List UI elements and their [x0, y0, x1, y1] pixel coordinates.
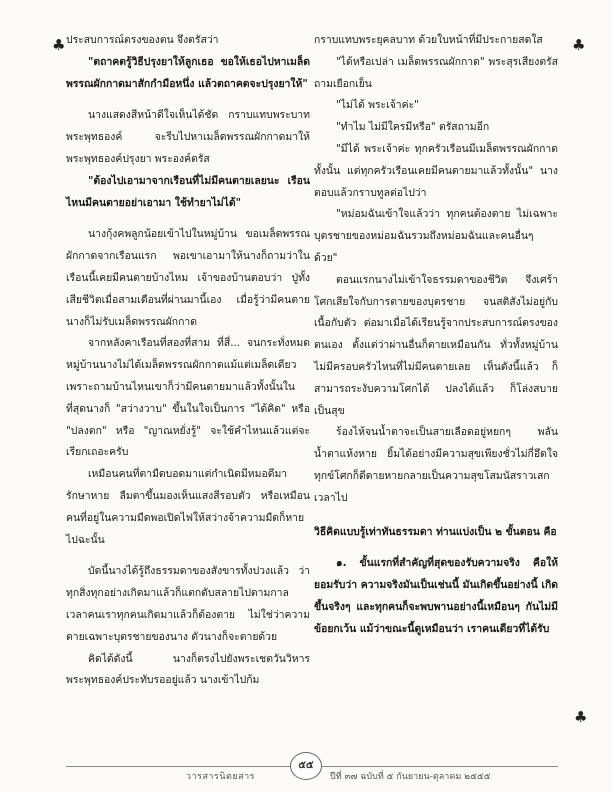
paragraph: นางแสดงสีหน้าดีใจเห็นได้ชัด กราบแทบพระบาทพระพุทธองค์ จะรีบไปหาเมล็ดพรรณผักกาดมาให้พระพุทธองค์ปรุงยา พระองค์ตรัส — [66, 109, 310, 165]
paragraph: เหมือนคนที่ตามืดบอดมาแต่กำเนิดมีหมอดีมารักษาหาย ลืมตาขึ้นมองเห็นแสงสีรอบตัว หรือเหมือนคนที่อยู่ในความมืดพอเปิดไฟให้สว่างจ้าความมืดก็หายไปฉะนั้น — [66, 468, 310, 546]
bottom-bullet-icon: ♣ — [574, 708, 588, 726]
paragraph-dialogue: "ได้หรือเปล่า เมล็ดพรรณผักกาด" พระสุรเสียงตรัสถามเยือกเย็น — [314, 55, 558, 90]
paragraph: กราบแทบพระยุคลบาท ด้วยใบหน้าที่มีประกายสดใส — [314, 34, 543, 46]
numbered-step: ๑. ขั้นแรกที่สำคัญที่สุดของรับความจริง คือให้ยอมรับว่า ความจริงมันเป็นเช่นนี้ มันเกิดขึ้นอย่างนี้ เกิดขึ้นจริงๆ และทุกคนก็จะพบพานอย่างนี้เหมือนๆ กันไม่มีข้อยกเว้น แม้ว่าขณะนี้ดูเหมือนว่า เราคนเดียวที่ได้รับ — [314, 557, 558, 635]
paragraph-dialogue: "ไม่ได้ พระเจ้าค่ะ" — [336, 99, 419, 112]
paragraph-dialogue: "หม่อมฉันเข้าใจแล้วว่า ทุกคนต้องตาย ไม่เฉพาะบุตรชายของหม่อมฉันรวมถึงหม่อมฉันและคนอื่นๆ ด้วย" — [314, 208, 558, 264]
paragraph: จากหลังคาเรือนที่สองที่สาม ที่สี่... จนกระทั่งหมดหมู่บ้านนางไม่ได้เมล็ดพรรณผักกาดแม้แต่เมล็ดเดียว เพราะถามบ้านไหนเขาก็ว่ามีคนตายมาแล้วทั้งนั้นในที่สุดนางก็ "สว่างวาบ" ขึ้นในใจเป็นการ "ได้คิด" หรือ "ปลงตก" หรือ "ญาณหยั่งรู้" จะใช้คำไหนแล้วแต่จะเรียกเถอะครับ — [66, 337, 310, 459]
left-bullet-icon: ♣ — [52, 36, 66, 54]
page-number-badge: ๕๕ — [290, 752, 322, 780]
footer-issue-info: ปีที่ ๓๗ ฉบับที่ ๕ กันยายน-ตุลาคม ๒๕๕๕ — [330, 772, 491, 782]
right-bullet-icon: ♣ — [572, 36, 586, 54]
paragraph-quote: "ตถาคตรู้วิธีปรุงยาให้ลูกเธอ ขอให้เธอไปหาเมล็ดพรรณผักกาดมาสักกำมือหนึ่ง แล้วตถาคตจะปรุงยาให้" — [66, 55, 310, 90]
section-heading: วิธีคิดแบบรู้เท่าทันธรรมดา ท่านแบ่งเป็น ๒ ขั้นตอน คือ — [314, 525, 557, 538]
paragraph: ประสบการณ์ตรงของตน จึงตรัสว่า — [66, 34, 219, 46]
paragraph: ร้องไห้จนน้ำตาจะเป็นสายเลือดอยู่หยกๆ พลันน้ำตาแห้งหาย ยิ้มได้อย่างมีความสุขเพียงชั่วไม่กี่อึดใจ ทุกข์โศกก็ดีดายหายกลายเป็นความสุขโสมนัสราวเสกเวลาไป — [314, 426, 558, 504]
paragraph: ตอนแรกนางไม่เข้าใจธรรมดาของชีวิต จึงเศร้าโศกเสียใจกับการตายของบุตรชาย จนสติสังไม่อยู่กับเนื้อกับตัว ต่อมาเมื่อได้เรียนรู้จากประสบการณ์ตรงของตนเอง ตั้งแต่ว่าผ่านอื่นก็ตายเหมือนกัน ทั่วทั้งหมู่บ้านไม่มีครอบครัวไหนที่ไม่มีคนตายเลย เห็นดังนี้แล้ว ก็สามารถระงับความโศกได้ ปลงได้แล้ว ก็โล่งสบายเป็นสุข — [314, 273, 558, 417]
paragraph: นางกุ้งคพลูกน้อยเข้าไปในหมู่บ้าน ขอเมล็ดพรรณผักกาดจากเรือนแรก พอเขาเอามาให้นางก็ถามว่าในเรือนนี้เคยมีคนตายบ้างไหม เจ้าของบ้านตอบว่า ปู่ทั้งเสียชีวิตเมื่อสามเดือนที่ผ่านมานี้เอง เมื่อรู้ว่ามีคนตายนางก็ไม่รับเมล็ดพรรณผักกาด — [66, 228, 310, 328]
left-column — [66, 30, 310, 692]
paragraph-dialogue: "ทำไม ไม่มีใครมีหรือ" ตรัสถามอีก — [336, 121, 490, 134]
paragraph: คิดได้ดังนี้ นางก็ตรงไปยังพระเชตวันวิหาร พระพุทธองค์ประทับรออยู่แล้ว นางเข้าไปก้ม — [66, 652, 310, 687]
paragraph-quote: "ต้องไปเอามาจากเรือนที่ไม่มีคนตายเลยนะ เรือนไหนมีคนตายอย่าเอามา ใช้ทำยาไม่ได้" — [66, 174, 310, 209]
paragraph: บัดนี้นางได้รู้ถึงธรรมดาของสังขารทั้งปวงแล้ว ว่าทุกสิ่งทุกอย่างเกิดมาแล้วก็แตกดับสลายไปตามกาลเวลาคนเราทุกคนเกิดมาแล้วก็ต้องตาย ไม่ใช่ว่าความตายเฉพาะบุตรชายของนาง ตัวนางก็จะตายด้วย — [66, 565, 310, 643]
paragraph-dialogue: "มีได้ พระเจ้าค่ะ ทุกครัวเรือนมีเมล็ดพรรณผักกาดทั้งนั้น แต่ทุกครัวเรือนเคยมีคนตายมาแล้วทั้งนั้น" นางตอบแล้วกราบทูลต่อไปว่า — [314, 142, 558, 199]
footer-magazine-name: วารสารนิตยสาร — [186, 772, 255, 782]
right-column — [314, 30, 558, 641]
